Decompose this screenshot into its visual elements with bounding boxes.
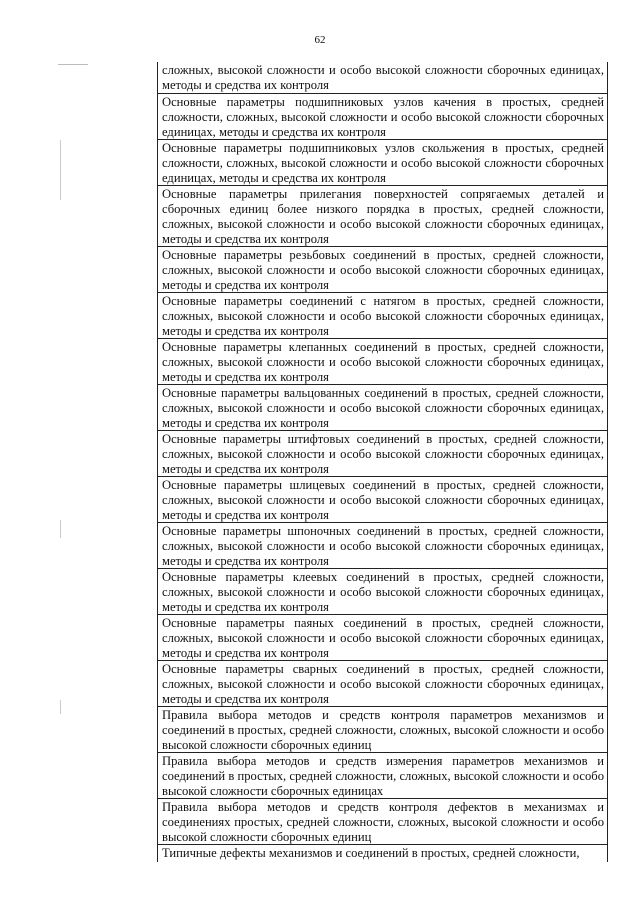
table-row: Основные параметры вальцованных соединений в простых, средней сложности, сложных, высокой сложности и особо высокой сложности сборочных единицах, методы и средства их контроля xyxy=(158,384,607,430)
table-row: Типичные дефекты механизмов и соединений в простых, средней сложности, xyxy=(158,844,607,862)
margin-bar xyxy=(60,700,61,714)
table-row: Основные параметры прилегания поверхностей сопрягаемых деталей и сборочных единиц более низкого порядка в простых, средней сложности, сложных, высокой сложности и особо высокой сложности сборочных единицах, методы и средства их контроля xyxy=(158,185,607,246)
margin-bar xyxy=(60,520,61,538)
table-row: Основные параметры подшипниковых узлов скольжения в простых, средней сложности, сложных, высокой сложности и особо высокой сложности сборочных единицах, методы и средства их контроля xyxy=(158,139,607,185)
table-row: Основные параметры сварных соединений в простых, средней сложности, сложных, высокой сложности и особо высокой сложности сборочных единицах, методы и средства их контроля xyxy=(158,660,607,706)
table-row: Правила выбора методов и средств контроля параметров механизмов и соединений в простых, средней сложности, сложных, высокой сложности и особо высокой сложности сборочных единиц xyxy=(158,706,607,752)
table-row: Основные параметры шлицевых соединений в простых, средней сложности, сложных, высокой сложности и особо высокой сложности сборочных единицах, методы и средства их контроля xyxy=(158,476,607,522)
competency-table xyxy=(157,62,608,862)
margin-mark xyxy=(58,64,88,65)
table-row: Основные параметры соединений с натягом в простых, средней сложности, сложных, высокой сложности и особо высокой сложности сборочных единицах, методы и средства их контроля xyxy=(158,292,607,338)
table-row: Правила выбора методов и средств измерения параметров механизмов и соединений в простых, средней сложности, сложных, высокой сложности и особо высокой сложности сборочных единицах xyxy=(158,752,607,798)
table-row: Основные параметры подшипниковых узлов качения в простых, средней сложности, сложных, высокой сложности и особо высокой сложности сборочных единицах, методы и средства их контроля xyxy=(158,93,607,139)
table-row: сложных, высокой сложности и особо высокой сложности сборочных единицах, методы и средства их контроля xyxy=(162,63,604,93)
table-row: Основные параметры клепанных соединений в простых, средней сложности, сложных, высокой сложности и особо высокой сложности сборочных единицах, методы и средства их контроля xyxy=(158,338,607,384)
margin-bar xyxy=(60,140,61,200)
table-row: Основные параметры паяных соединений в простых, средней сложности, сложных, высокой сложности и особо высокой сложности сборочных единицах, методы и средства их контроля xyxy=(158,614,607,660)
table-row: Основные параметры резьбовых соединений в простых, средней сложности, сложных, высокой сложности и особо высокой сложности сборочных единицах, методы и средства их контроля xyxy=(158,246,607,292)
table-row: Основные параметры штифтовых соединений в простых, средней сложности, сложных, высокой сложности и особо высокой сложности сборочных единицах, методы и средства их контроля xyxy=(158,430,607,476)
table-row: Основные параметры шпоночных соединений в простых, средней сложности, сложных, высокой сложности и особо высокой сложности сборочных единицах, методы и средства их контроля xyxy=(158,522,607,568)
table-row: Правила выбора методов и средств контроля дефектов в механизмах и соединениях простых, средней сложности, сложных, высокой сложности и особо высокой сложности сборочных единиц xyxy=(158,798,607,844)
table-row: Основные параметры клеевых соединений в простых, средней сложности, сложных, высокой сложности и особо высокой сложности сборочных единицах, методы и средства их контроля xyxy=(158,568,607,614)
page-number: 62 xyxy=(314,34,326,46)
